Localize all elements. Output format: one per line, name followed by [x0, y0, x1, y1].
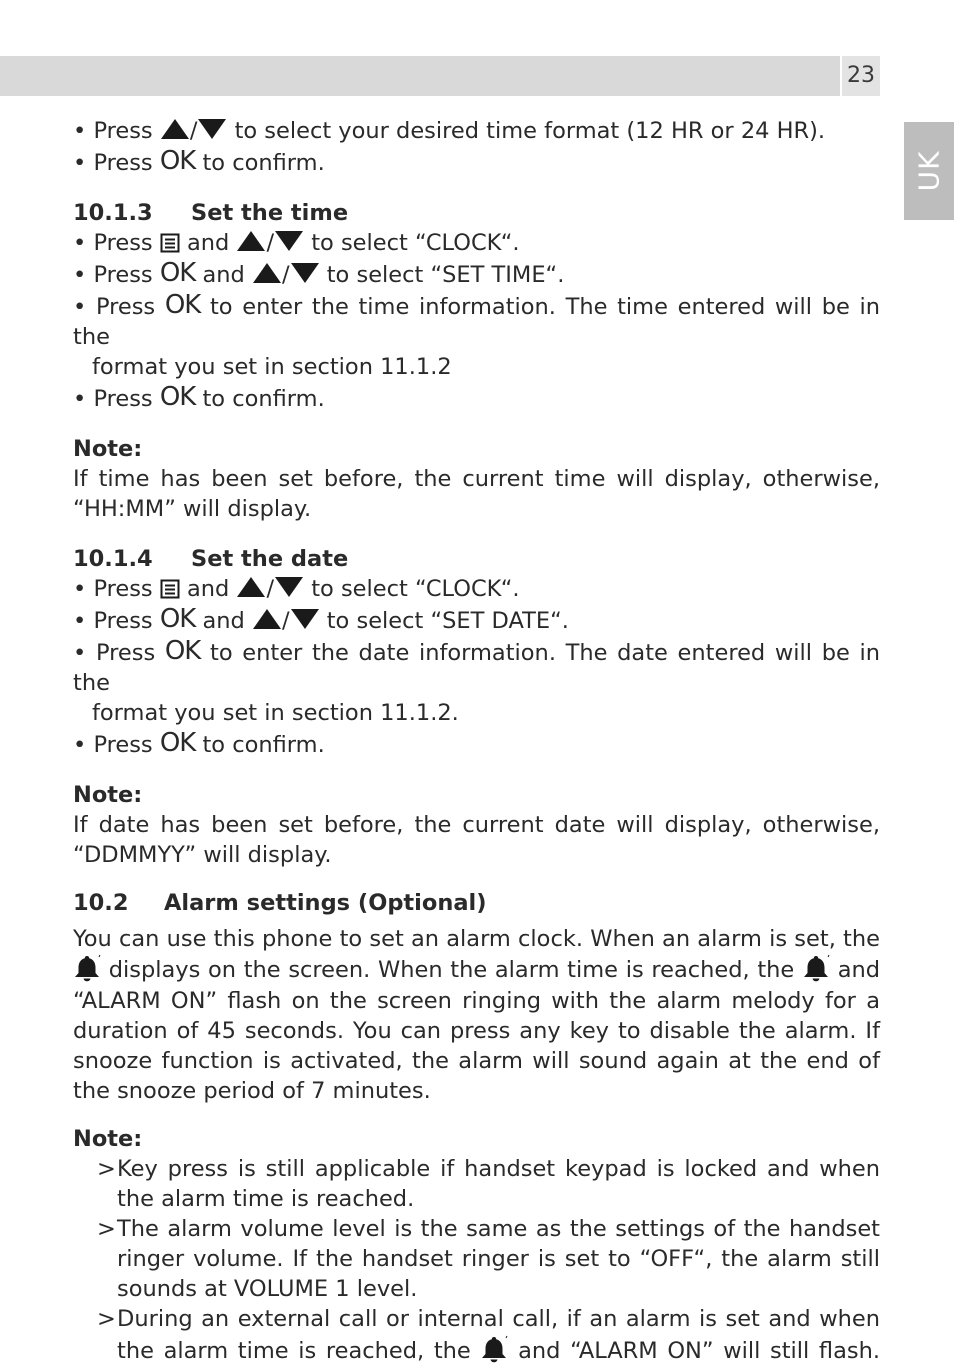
page-number: 23	[842, 56, 880, 96]
up-arrow-icon	[252, 261, 282, 285]
bell-icon	[73, 954, 101, 982]
section-heading-10-1-3: 10.1.3 Set the time	[73, 200, 349, 226]
section-heading-10-2: 10.2 Alarm settings (Optional)	[73, 890, 487, 916]
down-arrow-icon	[274, 229, 304, 253]
instruction-line: • Press OK to confirm.	[73, 382, 325, 412]
alarm-paragraph-line: displays on the screen. When the alarm time is reached, the and	[73, 954, 880, 986]
bell-icon	[802, 954, 830, 982]
instruction-line: • Press and / to select “CLOCK“.	[73, 230, 520, 256]
ok-key-label: OK	[159, 258, 196, 288]
instruction-line: • Press OK to confirm.	[73, 146, 325, 176]
section-heading-10-1-4: 10.1.4 Set the date	[73, 546, 349, 572]
instruction-line: • Press OK to enter the date information. The date entered will be in the	[73, 636, 880, 696]
language-tab-label: UK	[912, 150, 946, 192]
down-arrow-icon	[274, 575, 304, 599]
instruction-line: • Press and / to select “CLOCK“.	[73, 576, 520, 602]
instruction-line: • Press / to select your desired time format (12 HR or 24 HR).	[73, 118, 826, 144]
note-text: If time has been set before, the current time will display, otherwise, “HH:MM” will display.	[73, 466, 880, 522]
note-item: > During an external call or internal call, if an alarm is set and when the alarm time is reached, the and “ALARM ON” will still flash.	[97, 1306, 881, 1364]
alarm-paragraph: “ALARM ON” flash on the screen ringing with the alarm melody for a duration of 45 seconds. You can press any key to disable the alarm. If snooze function is activated, the alarm will sound again at the end of the snooze period of 7 minutes.	[73, 988, 880, 1104]
language-tab	[904, 122, 954, 220]
up-arrow-icon	[160, 117, 190, 141]
note-item: > The alarm volume level is the same as the settings of the handset ringer volume. If the handset ringer is set to “OFF“, the alarm still sounds at VOLUME 1 level.	[97, 1216, 880, 1302]
menu-icon	[160, 233, 180, 253]
down-arrow-icon	[290, 261, 320, 285]
alarm-paragraph-line: You can use this phone to set an alarm clock. When an alarm is set, the	[73, 926, 880, 952]
page-content	[73, 116, 880, 1368]
note-title: Note:	[73, 1126, 143, 1152]
bell-icon	[480, 1335, 508, 1363]
note-title: Note:	[73, 436, 143, 462]
up-arrow-icon	[236, 229, 266, 253]
ok-key-label: OK	[164, 290, 201, 320]
up-arrow-icon	[252, 607, 282, 631]
header-bar	[0, 56, 840, 96]
ok-key-label: OK	[159, 382, 196, 412]
down-arrow-icon	[290, 607, 320, 631]
ok-key-label: OK	[159, 604, 196, 634]
note-item: > Key press is still applicable if handset keypad is locked and when the alarm time is reached.	[97, 1156, 880, 1212]
instruction-line: • Press OK and / to select “SET TIME“.	[73, 258, 565, 288]
instruction-line: • Press OK to enter the time information. The time entered will be in the	[73, 290, 880, 350]
instruction-continuation: format you set in section 11.1.2.	[92, 700, 459, 726]
instruction-line: • Press OK and / to select “SET DATE“.	[73, 604, 569, 634]
down-arrow-icon	[197, 117, 227, 141]
note-text: If date has been set before, the current date will display, otherwise, “DDMMYY” will display.	[73, 812, 880, 868]
note-title: Note:	[73, 782, 143, 808]
menu-icon	[160, 579, 180, 599]
ok-key-label: OK	[159, 146, 196, 176]
instruction-line: • Press OK to confirm.	[73, 728, 325, 758]
instruction-continuation: format you set in section 11.1.2	[92, 354, 452, 380]
ok-key-label: OK	[159, 728, 196, 758]
up-arrow-icon	[236, 575, 266, 599]
ok-key-label: OK	[164, 636, 201, 666]
